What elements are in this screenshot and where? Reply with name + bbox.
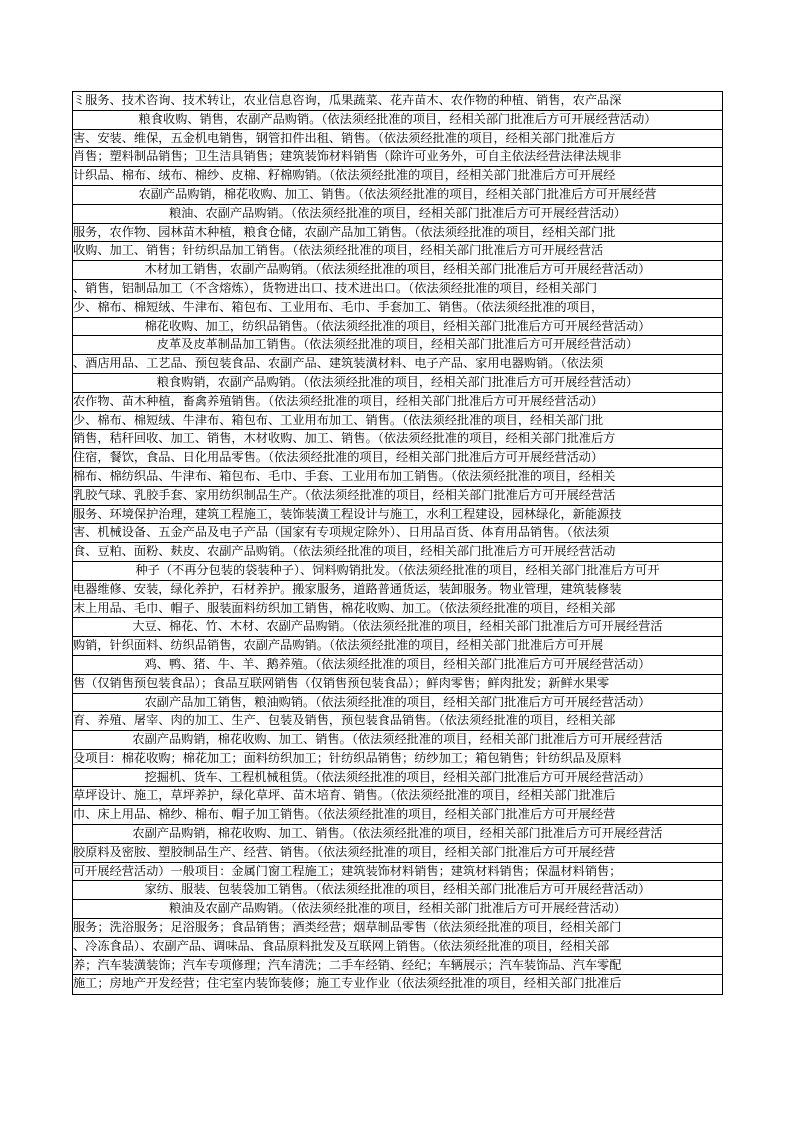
table-row <box>73 412 722 431</box>
table-row <box>73 355 722 374</box>
table-cell-text: 巾、床上用品、棉纱、棉布、帽子加工销售。（依法须经批准的项目，经相关部门批准后方可开展经营 <box>73 807 616 822</box>
table-cell-text: ミ服务、技术咨询、技术转让，农业信息咨询，瓜果蔬菜、花卉苗木、农作物的种植、销售，农产品深 <box>73 93 622 107</box>
table-row <box>73 167 722 186</box>
table-row <box>73 468 722 487</box>
table-cell-text: 粮食购销，农副产品购销。（依法须经批准的项目，经相关部门批准后方可开展经营活动） <box>156 374 639 389</box>
table-row <box>73 919 722 938</box>
table-row <box>73 242 722 261</box>
table-row <box>73 280 722 299</box>
table-row <box>73 506 722 525</box>
table-row <box>73 675 722 694</box>
table-row <box>73 224 722 243</box>
table-row <box>73 261 722 280</box>
table-row <box>73 205 722 224</box>
table-cell-text: 收购、加工、销售；针纺织品加工销售。（依法须经批准的项目，经相关部门批准后方可开展经营活 <box>73 243 604 258</box>
table-cell-text: 、销售，铝制品加工（不含熔炼），货物进出口、技术进出口。（依法须经批准的项目，经相关部门 <box>73 280 598 295</box>
table-cell-text: 害、安装、维保，五金机电销售，钢管扣件出租、销售。（依法须经批准的项目，经相关部门批准后方 <box>73 130 616 145</box>
table-cell-text: 少、棉布、棉短绒、牛津布、箱包布、工业用布加工、销售。（依法须经批准的项目，经相关部门批 <box>73 412 604 427</box>
table-cell-text: 施工；房地产开发经营；住宅室内装饰装修；施工专业作业（依法须经批准的项目，经相关部门批准后 <box>73 976 622 991</box>
table-cell-text: 棉布、棉纺织品、牛津布、箱包布、毛巾、手套、工业用布加工销售。（依法须经批准的项目，经相关 <box>73 468 616 483</box>
table-row <box>73 543 722 562</box>
spreadsheet-table <box>72 91 723 995</box>
table-row <box>73 881 722 900</box>
table-cell-text: 害、机械设备、五金产品及电子产品（国家有专项规定除外）、日用品百货、体育用品销售。（依法须 <box>73 525 610 540</box>
table-cell-text: 服务，农作物、园林苗木种植，粮食仓储，农副产品加工销售。（依法须经批准的项目，经相关部门批 <box>73 224 616 239</box>
table-row <box>73 92 722 111</box>
table-cell-text: 大豆、棉花、竹、木材、农副产品购销。（依法须经批准的项目，经相关部门批准后方可开展经营活 <box>132 619 663 634</box>
table-row <box>73 975 722 994</box>
table-row <box>73 130 722 149</box>
table-cell-text: 家纺、服装、包装袋加工销售。（依法须经批准的项目，经相关部门批准后方可开展经营活动） <box>144 882 651 897</box>
table-row <box>73 750 722 769</box>
table-row <box>73 581 722 600</box>
table-cell-text: 粮食收购、销售，农副产品购销。（依法须经批准的项目，经相关部门批准后方可开展经营活动） <box>138 111 657 126</box>
table-cell-text: 服务、环境保护治理，建筑工程施工，装饰装潢工程设计与施工，水利工程建设，园林绿化，新能源技 <box>73 506 622 521</box>
table-cell-text: 可开展经营活动）一般项目：金属门窗工程施工；建筑装饰材料销售；建筑材料销售；保温材料销售； <box>73 863 622 878</box>
table-cell-text: 草坪设计、施工，草坪养护，绿化草坪、苗木培育、销售。（依法须经批准的项目，经相关部门批准后 <box>73 788 616 803</box>
table-row <box>73 694 722 713</box>
table-row <box>73 957 722 976</box>
table-row <box>73 318 722 337</box>
table-cell-text: 、冷冻食品）、农副产品、调味品、食品原料批发及互联网上销售。（依法须经批准的项目，经相关部 <box>73 938 610 953</box>
table-row <box>73 863 722 882</box>
table-cell-text: 农副产品购销，棉花收购、加工、销售。（依法须经批准的项目，经相关部门批准后方可开展经营 <box>138 186 657 201</box>
table-row <box>73 938 722 957</box>
table-row <box>73 600 722 619</box>
table-row <box>73 806 722 825</box>
table-cell-text: 服务；洗浴服务；足浴服务；食品销售；酒类经营；烟草制品零售（依法须经批准的项目，经相关部门 <box>73 920 622 935</box>
table-row <box>73 449 722 468</box>
table-cell-text: 乳胶气球、乳胶手套、家用纺织制品生产。（依法须经批准的项目，经相关部门批准后方可开展经营活 <box>73 487 616 502</box>
table-cell-text: 粮油、农副产品购销。（依法须经批准的项目，经相关部门批准后方可开展经营活动） <box>168 205 627 220</box>
table-cell-text: 鸡、鸭、猪、牛、羊、鹅养殖。（依法须经批准的项目，经相关部门批准后方可开展经营活动） <box>144 656 651 671</box>
table-row <box>73 562 722 581</box>
table-cell-text: 住宿，餐饮，食品、日化用品零售。（依法须经批准的项目，经相关部门批准后方可开展经营活动） <box>73 450 604 465</box>
table-cell-text: 食、豆粕、面粉、麸皮、农副产品购销。（依法须经批准的项目，经相关部门批准后方可开展经营活动 <box>73 544 616 559</box>
table-cell-text: 皮革及皮革制品加工销售。（依法须经批准的项目，经相关部门批准后方可开展经营活动） <box>156 337 639 352</box>
table-cell-text: 购销，针织面料、纺织品销售，农副产品购销。（依法须经批准的项目，经相关部门批准后方可开展 <box>73 638 604 653</box>
table-row <box>73 487 722 506</box>
table-cell-text: 农副产品购销，棉花收购、加工、销售。（依法须经批准的项目，经相关部门批准后方可开展经营活 <box>132 826 663 841</box>
table-row <box>73 430 722 449</box>
table-cell-text: 农副产品加工销售，粮油购销。（依法须经批准的项目，经相关部门批准后方可开展经营活动） <box>144 694 651 709</box>
table-cell-text: 电器维修、安装，绿化养护，石材养护。搬家服务，道路普通货运，装卸服务。物业管理，建筑装修装 <box>73 581 622 596</box>
table-cell-text: 计织品、棉布、绒布、棉纱、皮棉、籽棉购销。（依法须经批准的项目，经相关部门批准后方可开展经 <box>73 168 616 183</box>
table-row <box>73 336 722 355</box>
table-row <box>73 524 722 543</box>
table-cell-text: 挖掘机、货车、工程机械租赁。（依法须经批准的项目，经相关部门批准后方可开展经营活动） <box>144 769 651 784</box>
table-row <box>73 618 722 637</box>
table-row <box>73 787 722 806</box>
table-cell-text: 种子（不再分包装的袋装种子）、饲料购销批发。（依法须经批准的项目，经相关部门批准后方可开 <box>135 562 660 577</box>
table-cell-text: 粮油及农副产品购销。（依法须经批准的项目，经相关部门批准后方可开展经营活动） <box>168 901 627 916</box>
table-cell-text: 、酒店用品、工艺品、预包装食品、农副产品、建筑装潢材料、电子产品、家用电器购销。（依法须 <box>73 356 604 371</box>
table-cell-text: 殳项目：棉花收购；棉花加工；面料纺织加工；针纺织品销售；纺纱加工；箱包销售；针纺织品及原料 <box>73 750 622 765</box>
table-row <box>73 637 722 656</box>
table-cell-text: 少、棉布、棉短绒、牛津布、箱包布、工业用布、毛巾、手套加工、销售。（依法须经批准的项目， <box>73 299 604 314</box>
table-row <box>73 656 722 675</box>
table-cell-text: 胶原料及密胺、塑胶制品生产、经营、销售。（依法须经批准的项目，经相关部门批准后方可开展经营 <box>73 844 616 859</box>
table-cell-text: 销售，秸秆回收、加工、销售，木材收购、加工、销售。（依法须经批准的项目，经相关部门批准后方 <box>73 431 616 446</box>
table-row <box>73 731 722 750</box>
table-row <box>73 393 722 412</box>
table-cell-text: 木材加工销售，农副产品购销。（依法须经批准的项目，经相关部门批准后方可开展经营活动） <box>144 262 651 277</box>
table-cell-text: 农副产品购销，棉花收购、加工、销售。（依法须经批准的项目，经相关部门批准后方可开展经营活 <box>132 732 663 747</box>
table-row <box>73 844 722 863</box>
table-cell-text: 养；汽车装潢装饰；汽车专项修理；汽车清洗；二手车经销、经纪；车辆展示；汽车装饰品、汽车零配 <box>73 957 622 972</box>
table-row <box>73 712 722 731</box>
table-cell-text: 棉花收购、加工，纺织品销售。（依法须经批准的项目，经相关部门批准后方可开展经营活动） <box>144 318 651 333</box>
table-row <box>73 148 722 167</box>
table-row <box>73 900 722 919</box>
table-row <box>73 186 722 205</box>
table-row <box>73 374 722 393</box>
table-row <box>73 769 722 788</box>
table-cell-text: 售（仅销售预包装食品）；食品互联网销售（仅销售预包装食品）；鲜肉零售；鲜肉批发；新鲜水果零 <box>73 675 610 690</box>
table-cell-text: 肖售；塑料制品销售；卫生洁具销售；建筑装饰材料销售（除许可业务外，可自主依法经营法律法规非 <box>73 149 622 164</box>
table-row <box>73 111 722 130</box>
table-cell-text: 育、养殖、屠宰、肉的加工、生产、包装及销售，预包装食品销售。（依法须经批准的项目，经相关部 <box>73 713 616 728</box>
table-row <box>73 825 722 844</box>
table-cell-text: 末上用品、毛巾、帽子、服装面料纺织加工销售，棉花收购、加工。（依法须经批准的项目，经相关部 <box>73 600 616 615</box>
table-cell-text: 农作物、苗木种植，畜禽养殖销售。（依法须经批准的项目，经相关部门批准后方可开展经营活动） <box>73 393 604 408</box>
table-row <box>73 299 722 318</box>
